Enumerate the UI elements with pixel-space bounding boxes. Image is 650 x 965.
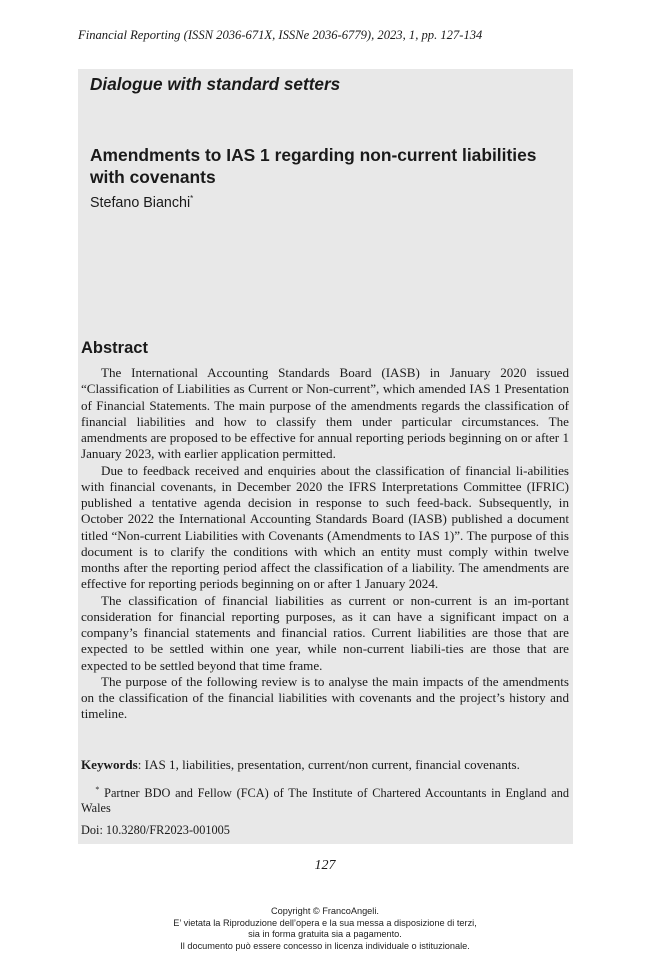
- footnote-text: Partner BDO and Fellow (FCA) of The Institute of Chartered Accountants in England and Wales: [81, 786, 569, 816]
- abstract-heading: Abstract: [81, 339, 148, 357]
- author-name: [90, 195, 193, 211]
- abstract-paragraph: The classification of financial liabilities as current or non-current is an im-portant consideration for financial reporting purposes, as it can have a significant impact on a company’s financial statements and financial ratios. Current liabilities are those that are expected to be settled within one year, while non-current liabili-ties are those that are expected to be settled beyond that time frame.: [81, 592, 569, 673]
- footnote-mark: *: [95, 784, 100, 794]
- abstract-paragraph: The purpose of the following review is to analyse the main impacts of the amendments on the classification of the financial liabilities with covenants and the project’s history and timeline.: [81, 673, 569, 722]
- abstract-body: [81, 365, 569, 723]
- copyright-line: sia in forma gratuita sia a pagamento.: [248, 929, 402, 939]
- keywords-label: Keywords: [81, 757, 138, 772]
- author-footnote-mark[interactable]: *: [190, 194, 194, 204]
- keywords-value: : IAS 1, liabilities, presentation, current/non current, financial covenants.: [137, 757, 520, 772]
- author-footnote: [81, 786, 569, 816]
- author-name-text: Stefano Bianchi: [90, 195, 191, 211]
- page-number: 127: [314, 858, 336, 873]
- copyright-line: Copyright © FrancoAngeli.: [271, 906, 379, 916]
- keywords: [81, 757, 569, 773]
- journal-citation: Financial Reporting (ISSN 2036-671X, ISSNe 2036-6779), 2023, 1, pp. 127-134: [78, 28, 483, 42]
- article-title: Amendments to IAS 1 regarding non-current liabilities with covenants: [90, 145, 537, 187]
- abstract-paragraph: The International Accounting Standards Board (IASB) in January 2020 issued “Classification of Liabilities as Current or Non-current”, which amended IAS 1 Presentation of Financial Statements. The main purpose of the amendments regards the classification of financial liabilities and how to classify them under particular circumstances. The amendments are proposed to be effective for annual reporting periods beginning on or after 1 January 2023, with earlier application permitted.: [81, 365, 569, 462]
- section-label: Dialogue with standard setters: [90, 74, 341, 94]
- abstract-paragraph: Due to feedback received and enquiries about the classification of financial li-abilities with financial covenants, in December 2020 the IFRS Interpretations Committee (IFRIC) published a tentative agenda decision in response to such feed-back. Subsequently, in October 2022 the International Accounting Standards Board (IASB) published a document titled “Non-current Liabilities with Covenants (Amendments to IAS 1)”. The purpose of this document is to clarify the conditions with which an entity must comply within twelve months after the reporting period affect the classification of a liability. The amendments are effective for reporting periods beginning on or after 1 January 2024.: [81, 462, 569, 592]
- copyright-line: E’ vietata la Riproduzione dell’opera e la sua messa a disposizione di terzi,: [173, 917, 477, 928]
- doi[interactable]: Doi: 10.3280/FR2023-001005: [81, 823, 230, 837]
- copyright-line: Il documento può essere concesso in licenza individuale o istituzionale.: [180, 940, 470, 951]
- copyright-notice: [0, 906, 650, 952]
